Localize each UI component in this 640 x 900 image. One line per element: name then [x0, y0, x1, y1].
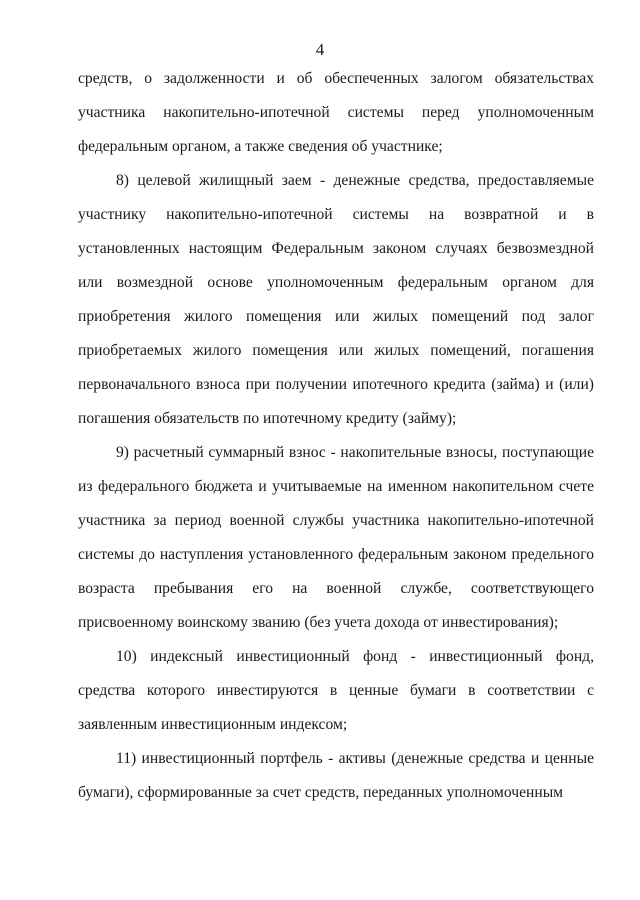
page-number: 4	[315, 40, 325, 59]
paragraph-continuation: средств, о задолженности и об обеспеченных залогом обязательствах участника накопительно-ипотечной системы перед уполномоченным федеральным органом, а также сведения об участнике;	[78, 70, 594, 155]
document-body	[78, 62, 594, 810]
paragraph-item-9: 9) расчетный суммарный взнос - накопительные взносы, поступающие из федерального бюджета и учитываемые на именном накопительном счете участника за период военной службы участника накопительно-ипотечной системы до наступления установленного федеральным законом предельного возраста пребывания его на военной службе, соответствующего присвоенному воинскому званию (без учета дохода от инвестирования);	[78, 444, 594, 631]
paragraph-item-8: 8) целевой жилищный заем - денежные средства, предоставляемые участнику накопительно-ипотечной системы на возвратной и в установленных настоящим Федеральным законом случаях безвозмездной или возмездной основе уполномоченным федеральным органом для приобретения жилого помещения или жилых помещений под залог приобретаемых жилого помещения или жилых помещений, погашения первоначального взноса при получении ипотечного кредита (займа) и (или) погашения обязательств по ипотечному кредиту (займу);	[78, 172, 594, 427]
paragraph-item-11: 11) инвестиционный портфель - активы (денежные средства и ценные бумаги), сформированные за счет средств, переданных уполномоченным	[78, 750, 594, 801]
paragraph-item-10: 10) индексный инвестиционный фонд - инвестиционный фонд, средства которого инвестируются в ценные бумаги в соответствии с заявленным инвестиционным индексом;	[78, 648, 594, 733]
